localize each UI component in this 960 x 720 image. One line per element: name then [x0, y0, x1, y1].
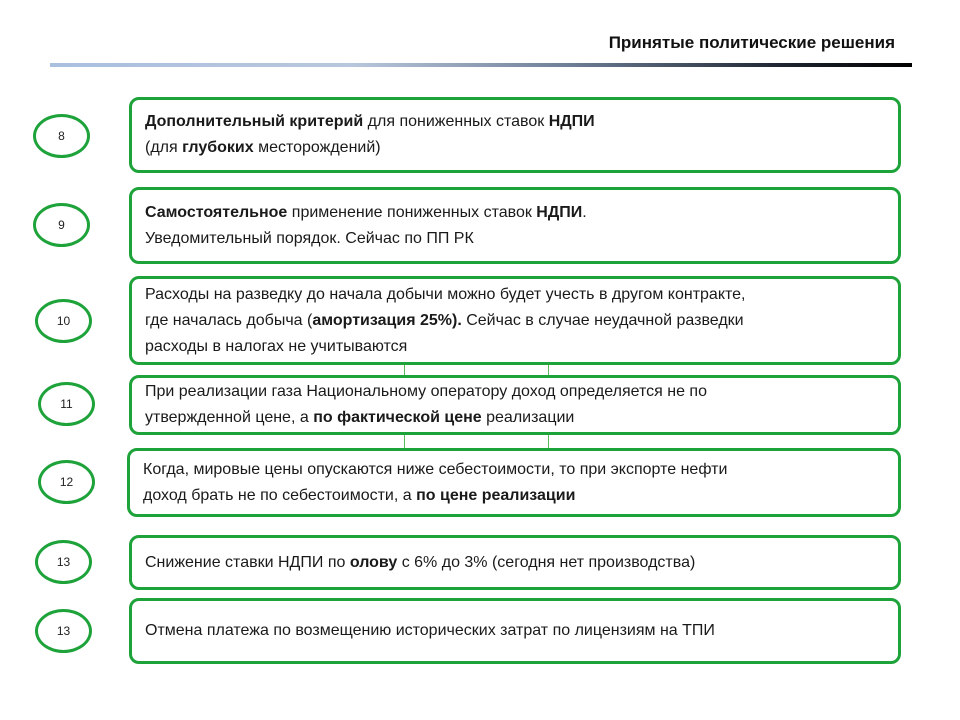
- decision-text: Расходы на разведку до начала добычи можно будет учесть в другом контракте,: [145, 285, 746, 303]
- emphasis-text: амортизация 25%).: [312, 311, 462, 329]
- item-number-badge: 13: [35, 540, 92, 584]
- emphasis-text: по цене реализации: [416, 486, 576, 504]
- decision-text: реализации: [481, 409, 575, 426]
- item-number-badge: 11: [38, 382, 95, 426]
- item-number-badge: 13: [35, 609, 92, 653]
- decision-text-line: [145, 550, 886, 576]
- decision-text-line: [145, 226, 886, 252]
- decision-text: месторождений): [253, 139, 381, 156]
- decision-text-line: [145, 135, 886, 161]
- decision-text-line: [145, 379, 886, 405]
- decision-text: При реализации газа Национальному оператору доход определяется не по: [145, 383, 707, 400]
- decision-text: применение пониженных ставок: [287, 203, 537, 221]
- decision-text: Уведомительный порядок. Сейчас по ПП РК: [145, 229, 474, 247]
- title-underline: [50, 63, 912, 67]
- decision-text: Снижение ставки НДПИ по: [145, 553, 350, 571]
- decision-text-line: [145, 405, 886, 431]
- decision-box: [129, 276, 901, 365]
- decision-text: (для: [145, 139, 183, 156]
- decision-text: .: [582, 203, 587, 221]
- item-number-badge: 9: [33, 203, 90, 247]
- page-title: Принятые политические решения: [608, 33, 895, 52]
- decision-text-line: [145, 308, 886, 334]
- decision-text-line: [145, 618, 886, 644]
- item-number-badge: 8: [33, 114, 90, 158]
- decision-text: доход брать не по себестоимости, а: [143, 486, 417, 504]
- decision-text-line: [143, 457, 886, 483]
- decision-text-line: [143, 483, 886, 509]
- decision-text: где началась добыча (: [145, 311, 313, 329]
- decision-text: расходы в налогах не учитываются: [145, 337, 408, 355]
- item-number-badge: 10: [35, 299, 92, 343]
- decision-text: с 6% до 3% (сегодня нет производства): [397, 553, 696, 571]
- emphasis-text: глубоких: [182, 139, 254, 156]
- decision-text: Сейчас в случае неудачной разведки: [461, 311, 744, 329]
- decision-box: [129, 187, 901, 264]
- decision-text-line: [145, 282, 886, 308]
- decision-text: для пониженных ставок: [363, 113, 549, 130]
- decision-box: [129, 97, 901, 173]
- emphasis-text: Самостоятельное: [145, 203, 288, 221]
- decision-text: Отмена платежа по возмещению исторических затрат по лицензиям на ТПИ: [145, 622, 715, 639]
- item-number-badge: 12: [38, 460, 95, 504]
- emphasis-text: по фактической цене: [313, 409, 482, 426]
- emphasis-text: НДПИ: [536, 203, 583, 221]
- emphasis-text: Дополнительный критерий: [145, 113, 364, 130]
- emphasis-text: олову: [349, 553, 398, 571]
- decision-box: [129, 535, 901, 590]
- emphasis-text: НДПИ: [548, 113, 595, 130]
- decision-text: утвержденной цене, а: [145, 409, 314, 426]
- decision-box: [127, 448, 901, 517]
- decision-box: [129, 375, 901, 435]
- decision-text: Когда, мировые цены опускаются ниже себестоимости, то при экспорте нефти: [143, 460, 728, 478]
- decision-box: [129, 598, 901, 664]
- decision-text-line: [145, 109, 886, 135]
- decision-text-line: [145, 334, 886, 360]
- decision-text-line: [145, 200, 886, 226]
